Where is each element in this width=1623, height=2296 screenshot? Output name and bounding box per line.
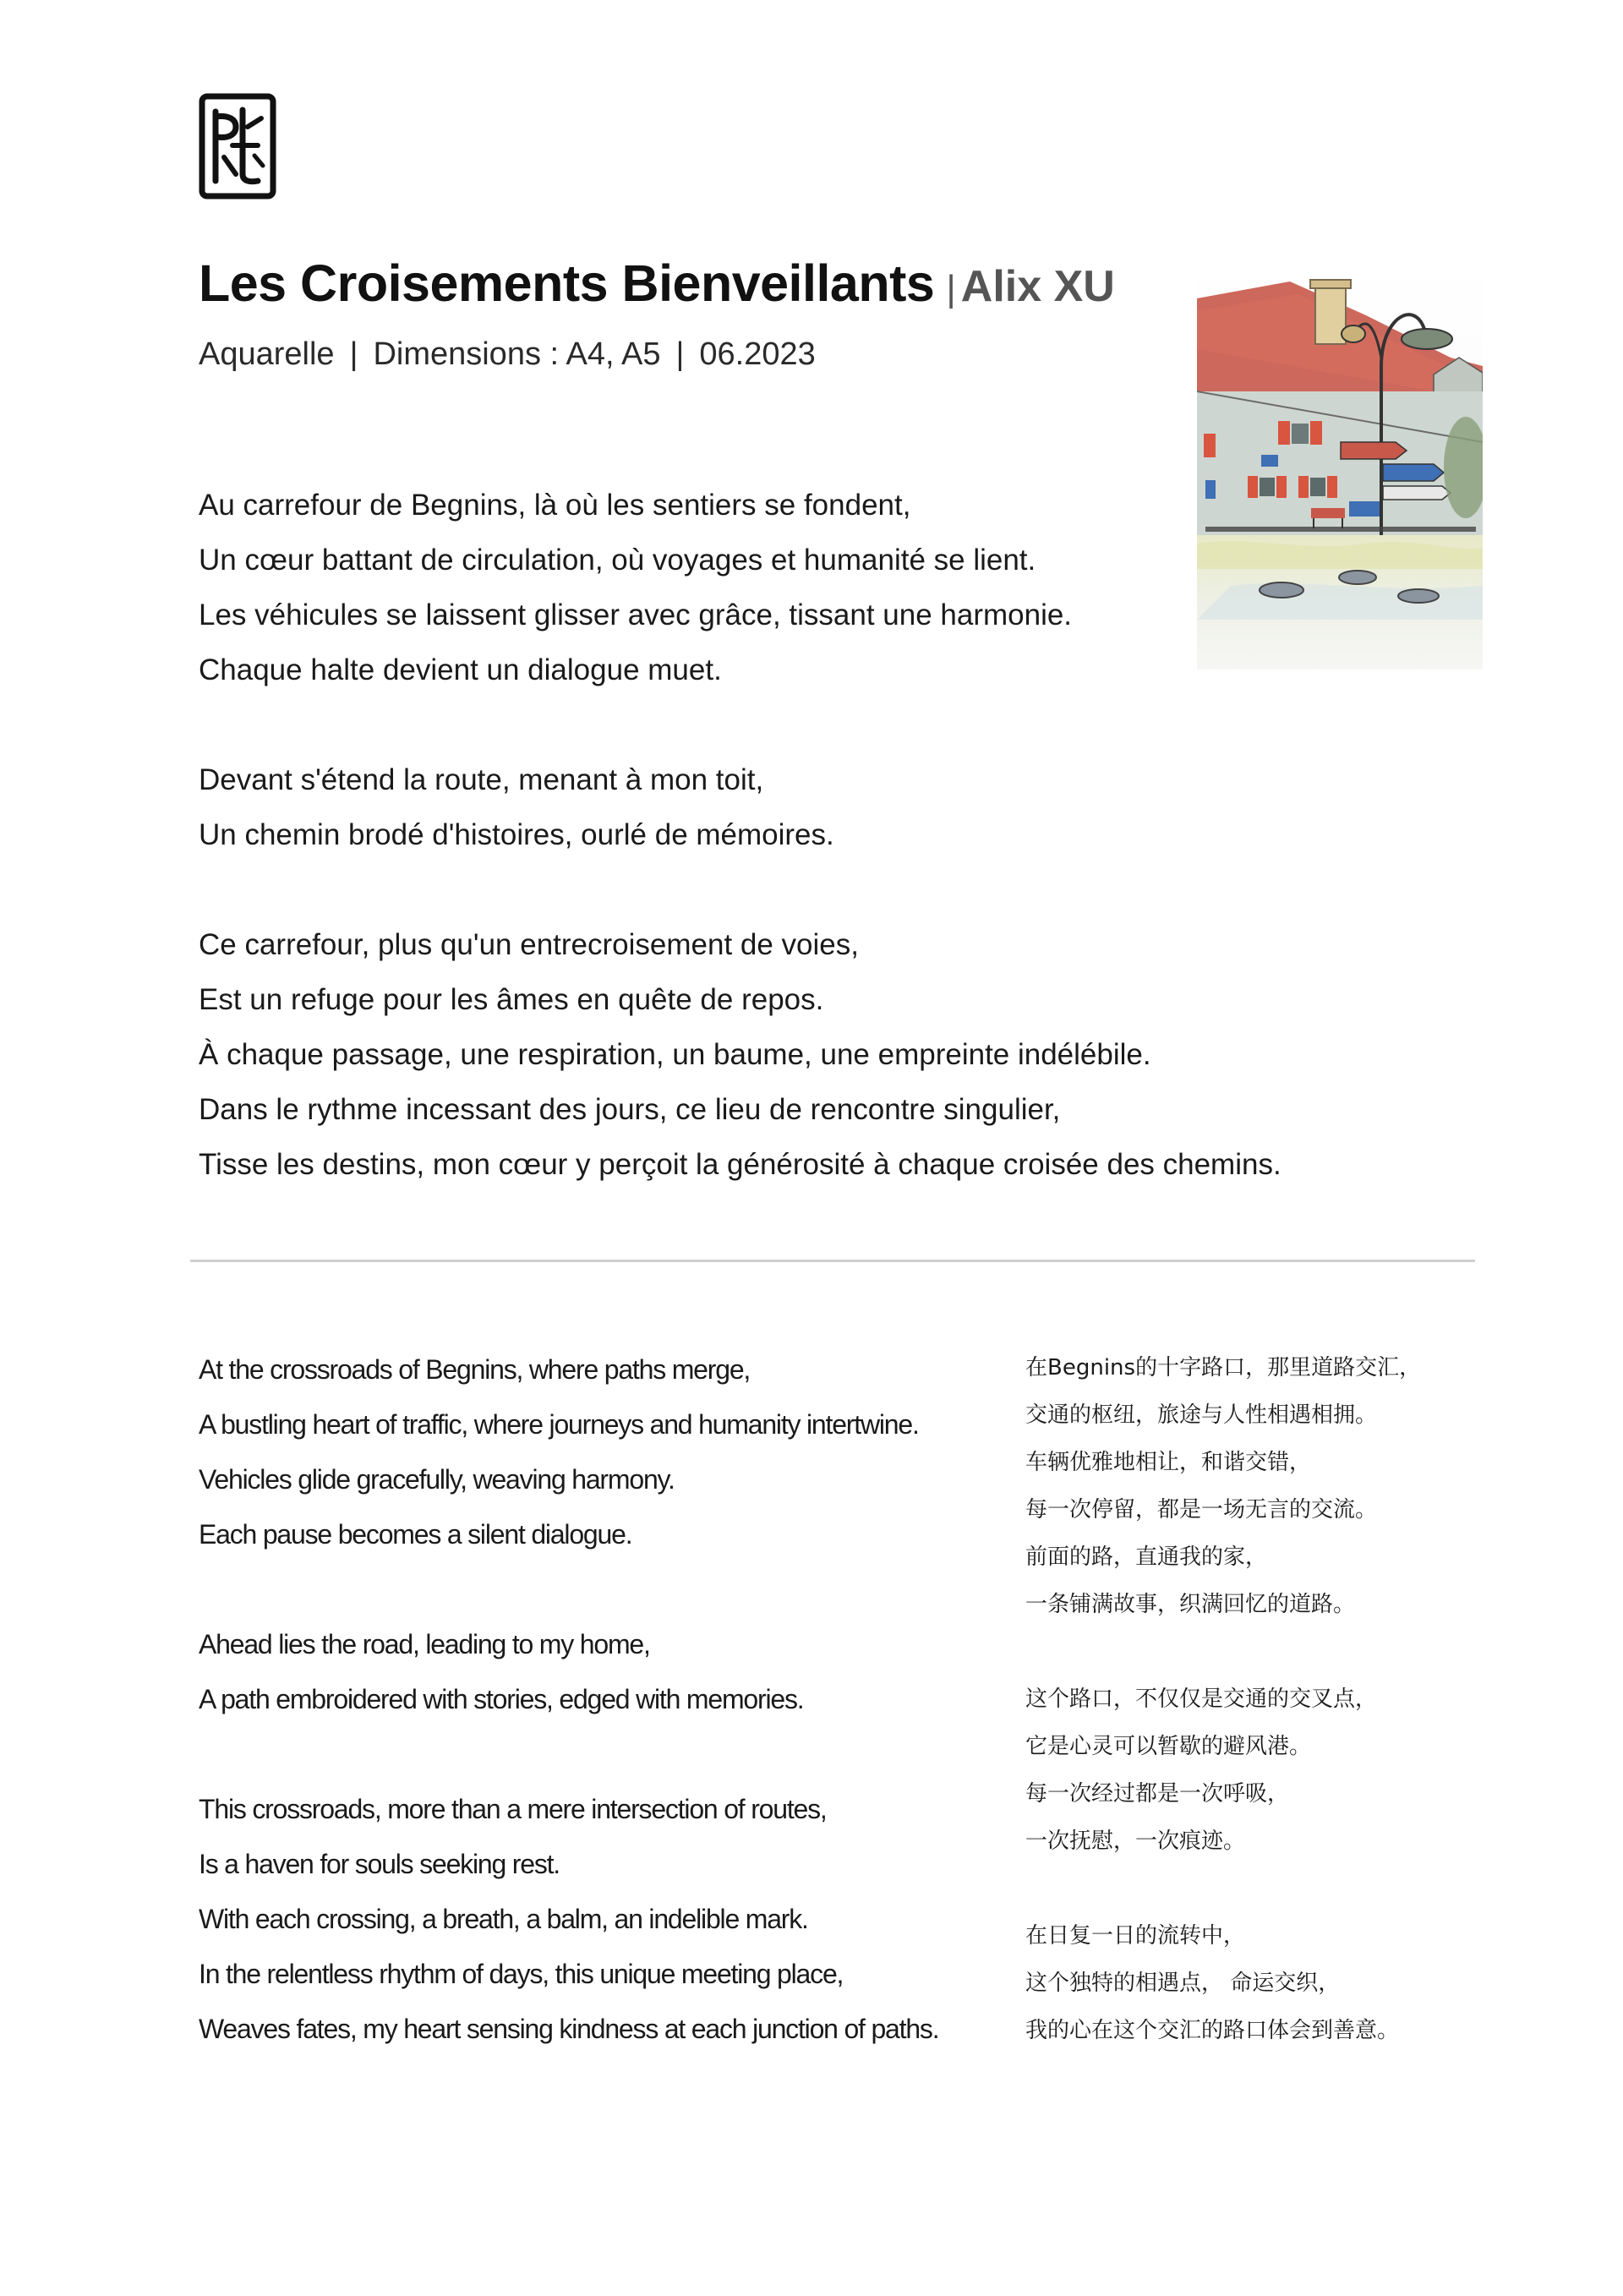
stanza-fr-1 [199, 478, 1424, 697]
title-line [199, 254, 1115, 313]
poem-line: Devant s'étend la route, menant à mon toit, [199, 763, 764, 796]
poem-line: 在Begnins的十字路口，那里道路交汇， [1025, 1355, 1422, 1380]
poem-line: Est un refuge pour les âmes en quête de repos. [199, 983, 824, 1016]
artist-seal-icon [199, 93, 276, 200]
poem-line: Tisse les destins, mon cœur y perçoit la générosité à chaque croisée des chemins. [199, 1148, 1281, 1181]
poem-line: Weaves fates, my heart sensing kindness at each junction of paths. [199, 2014, 939, 2044]
poem-line: 每一次经过都是一次呼吸， [1025, 1781, 1290, 1807]
poem-line: In the relentless rhythm of days, this unique meeting place, [199, 1959, 844, 1989]
section-divider [190, 1260, 1475, 1262]
poem-line: Un cœur battant de circulation, où voyages et humanité se lient. [199, 544, 1036, 577]
stanza-zh-2 [1025, 1676, 1482, 1865]
poem-line: This crossroads, more than a mere intersection of routes, [199, 1794, 827, 1824]
poem-line: 这个路口，不仅仅是交通的交叉点， [1025, 1686, 1378, 1712]
poem-line: Ce carrefour, plus qu'un entrecroisement de voies, [199, 928, 859, 961]
stanza-fr-2 [199, 752, 1424, 862]
poem-line: 交通的枢纽，旅途与人性相遇相拥。 [1025, 1402, 1378, 1428]
meta-separator: | [349, 336, 358, 372]
artwork-meta [199, 336, 816, 373]
poem-line: A path embroidered with stories, edged with memories. [199, 1684, 804, 1714]
poem-french [199, 478, 1424, 1247]
poem-title: Les Croisements Bienveillants [199, 254, 935, 312]
stanza-en-3 [199, 1782, 1010, 2057]
stanza-en-1 [199, 1342, 1010, 1562]
poem-line: 我的心在这个交汇的路口体会到善意。 [1025, 2018, 1400, 2043]
poem-line: A bustling heart of traffic, where journeys and humanity intertwine. [199, 1409, 919, 1440]
stanza-zh-3 [1025, 1912, 1482, 2054]
poem-line: At the crossroads of Begnins, where paths merge, [199, 1354, 751, 1385]
poem-line: Vehicles glide gracefully, weaving harmony. [199, 1464, 675, 1495]
dimensions-label: Dimensions : A4, A5 [373, 336, 661, 372]
poem-line: Chaque halte devient un dialogue muet. [199, 653, 722, 686]
poem-line: 一次抚慰，一次痕迹。 [1025, 1829, 1246, 1854]
poem-line: Au carrefour de Begnins, là où les sentiers se fondent, [199, 489, 911, 522]
poem-line: Is a haven for souls seeking rest. [199, 1849, 560, 1879]
poem-english [199, 1342, 1010, 2112]
stanza-en-2 [199, 1617, 1010, 1727]
poem-line: 每一次停留，都是一场无言的交流。 [1025, 1497, 1378, 1522]
poem-line: With each crossing, a breath, a balm, an indelible mark. [199, 1904, 808, 1934]
date-label: 06.2023 [699, 336, 816, 372]
poem-line: Each pause becomes a silent dialogue. [199, 1519, 632, 1550]
poem-line: Les véhicules se laissent glisser avec grâce, tissant une harmonie. [199, 599, 1073, 631]
poem-chinese [1025, 1344, 1482, 2102]
poem-line: 前面的路，直通我的家， [1025, 1544, 1268, 1570]
meta-separator: | [675, 336, 685, 372]
author-name: Alix XU [960, 262, 1115, 311]
title-separator: | [946, 268, 956, 309]
poem-line: À chaque passage, une respiration, un baume, une empreinte indélébile. [199, 1038, 1151, 1071]
stanza-fr-3 [199, 917, 1424, 1192]
poem-line: Dans le rythme incessant des jours, ce lieu de rencontre singulier, [199, 1093, 1061, 1126]
poem-line: 一条铺满故事，织满回忆的道路。 [1025, 1592, 1356, 1617]
poem-line: 车辆优雅地相让，和谐交错， [1025, 1450, 1312, 1475]
poem-line: Un chemin brodé d'histoires, ourlé de mémoires. [199, 818, 834, 851]
poem-line: 在日复一日的流转中， [1025, 1923, 1246, 1949]
poem-line: Ahead lies the road, leading to my home, [199, 1629, 650, 1659]
medium-label: Aquarelle [199, 336, 335, 372]
poem-line: 这个独特的相遇点， 命运交织， [1025, 1971, 1341, 1996]
stanza-zh-1 [1025, 1344, 1482, 1628]
poem-line: 它是心灵可以暂歇的避风港。 [1025, 1734, 1312, 1759]
